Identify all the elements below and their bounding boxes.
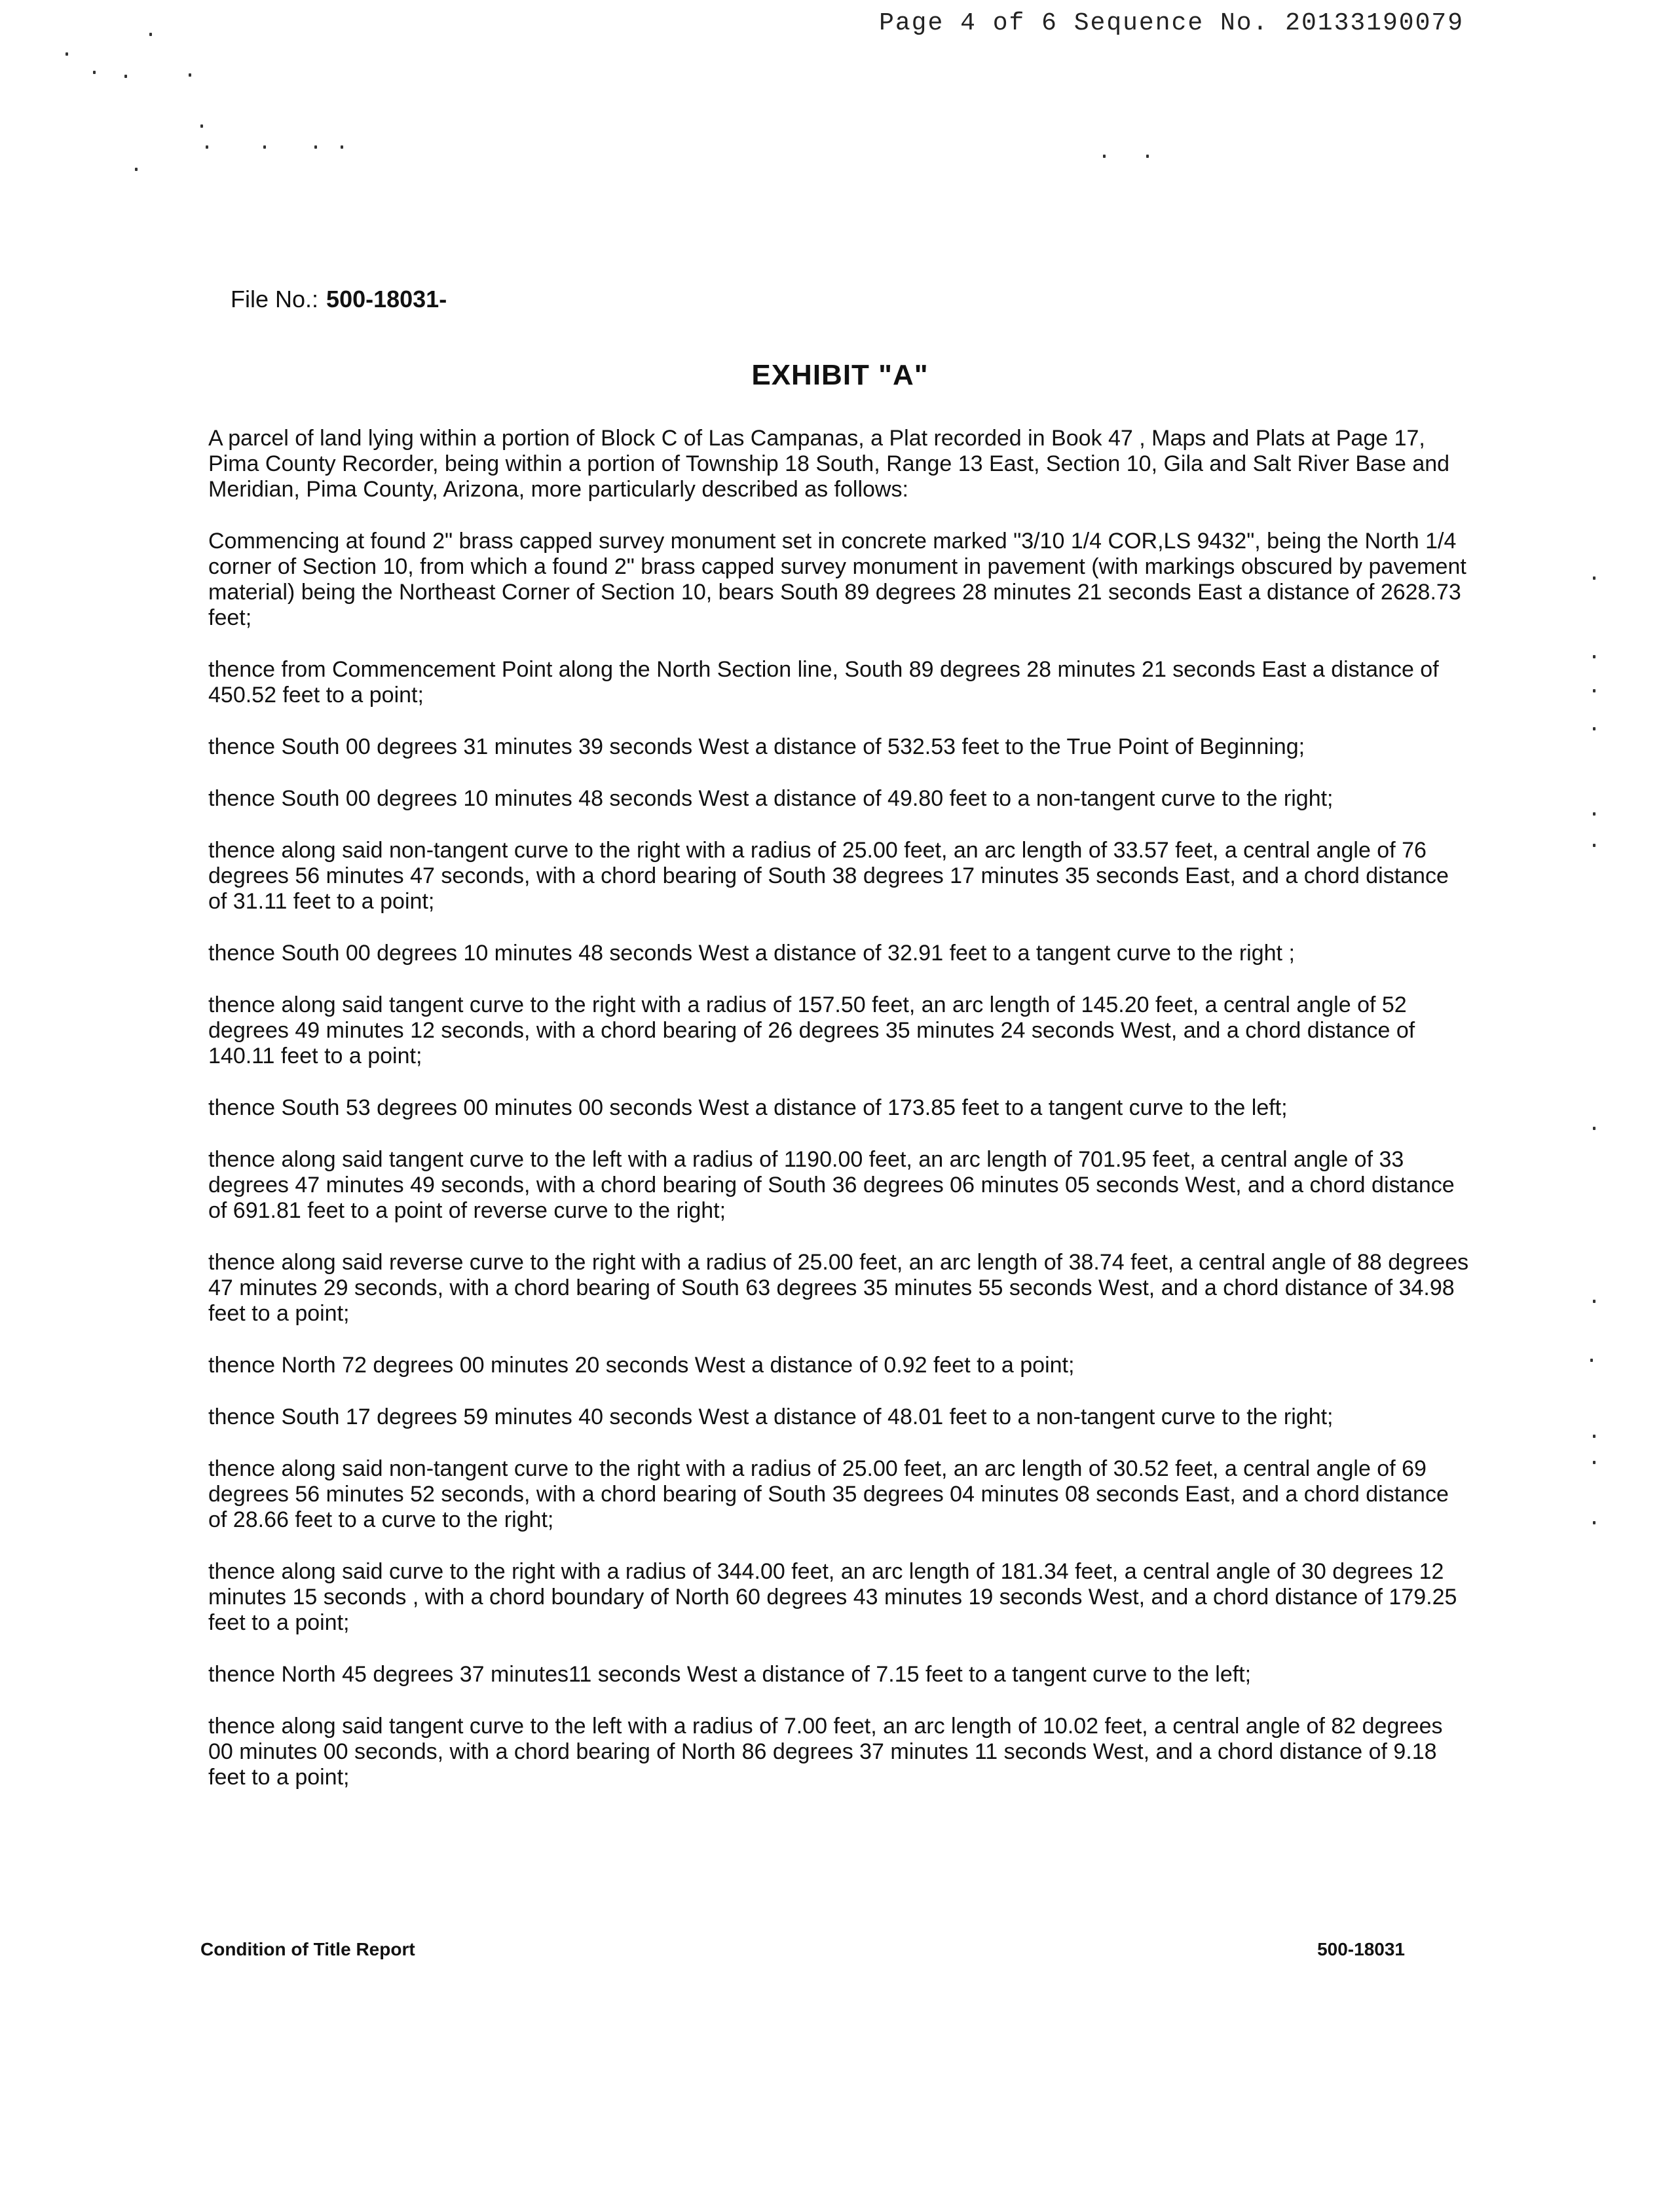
scan-speck (1593, 844, 1596, 847)
scan-speck (1593, 1435, 1596, 1438)
scan-speck (93, 71, 96, 74)
footer-report-title: Condition of Title Report (200, 1939, 415, 1959)
scan-speck (1593, 689, 1596, 692)
paragraph-course: thence along said reverse curve to the right with a radius of 25.00 feet, an arc length of 38.74 feet, a central angle of 88 degrees 47 minutes 29 seconds, with a chord bearing of South 63 degrees 35 minutes 55 seconds West, and a chord distance of 34.98 feet to a point; (208, 1250, 1469, 1326)
paragraph-course: thence along said tangent curve to the right with a radius of 157.50 feet, an arc length of 145.20 feet, a central angle of 52 degrees 49 minutes 12 seconds, with a chord bearing of 26 degrees 35 minutes 24 seconds West, and a chord distance of 140.11 feet to a point; (208, 992, 1415, 1068)
scan-speck (65, 52, 68, 56)
file-number-label: File No.: (231, 286, 319, 312)
page-header-sequence: Page 4 of 6 Sequence No. 20133190079 (879, 9, 1464, 37)
file-number-value: 500-18031- (326, 286, 447, 312)
paragraph-course: thence South 00 degrees 31 minutes 39 seconds West a distance of 532.53 feet to the True Point of Beginning; (208, 734, 1305, 759)
scan-speck (149, 33, 152, 36)
paragraph-course: thence South 53 degrees 00 minutes 00 seconds West a distance of 173.85 feet to a tangent curve to the left; (208, 1095, 1288, 1120)
scan-speck (1593, 576, 1596, 580)
paragraph-course: thence along said tangent curve to the left with a radius of 1190.00 feet, an arc length of 701.95 feet, a central angle of 33 degrees 47 minutes 49 seconds, with a chord bearing of South 36 degrees 06 minutes 05 seconds West, and a chord distance of 691.81 feet to a point of reverse curve to the right; (208, 1147, 1455, 1223)
scan-speck (1593, 1521, 1596, 1524)
paragraph-course: thence along said non-tangent curve to the right with a radius of 25.00 feet, an arc length of 33.57 feet, a central angle of 76 degrees 56 minutes 47 seconds, with a chord bearing of South 38 degrees 17 minutes 35 seconds East, and a chord distance of 31.11 feet to a point; (208, 838, 1449, 914)
scan-speck (206, 145, 208, 149)
footer-file-number: 500-18031 (1317, 1939, 1405, 1959)
scan-speck (1593, 727, 1596, 730)
paragraph-course: thence along said non-tangent curve to the right with a radius of 25.00 feet, an arc length of 30.52 feet, a central angle of 69 degrees 56 minutes 52 seconds, with a chord bearing of South 35 degrees 04 minutes 08 seconds East, and a chord distance of 28.66 feet to a curve to the right; (208, 1456, 1449, 1532)
paragraph-course: thence North 45 degrees 37 minutes11 seconds West a distance of 7.15 feet to a tangent curve to the left; (208, 1662, 1252, 1687)
scan-speck (189, 73, 191, 77)
scan-speck (1593, 812, 1596, 816)
scan-speck (200, 124, 203, 128)
scan-speck (1593, 655, 1596, 658)
paragraph-course: thence North 72 degrees 00 minutes 20 seconds West a distance of 0.92 feet to a point; (208, 1353, 1075, 1378)
paragraph-course: thence South 17 degrees 59 minutes 40 seconds West a distance of 48.01 feet to a non-tangent curve to the right; (208, 1404, 1334, 1429)
scan-speck (341, 145, 343, 149)
scan-speck (1103, 155, 1106, 158)
legal-description (208, 426, 1472, 1817)
scan-speck (1593, 1461, 1596, 1464)
scan-speck (263, 145, 266, 149)
scan-speck (1593, 1300, 1596, 1303)
scan-speck (135, 168, 138, 171)
paragraph-course: thence from Commencement Point along the North Section line, South 89 degrees 28 minutes 21 seconds East a distance of 450.52 feet to a point; (208, 657, 1439, 707)
paragraph-intro: A parcel of land lying within a portion of Block C of Las Campanas, a Plat recorded in Book 47 , Maps and Plats at Page 17, Pima County Recorder, being within a portion of Township 18 South, Range 13 East, Section 10, Gila and Salt River Base and Meridian, Pima County, Arizona, more particularly described as follows: (208, 426, 1450, 502)
scan-speck (124, 75, 127, 78)
file-number (231, 286, 447, 313)
scan-speck (314, 145, 317, 149)
paragraph-course: thence along said curve to the right with a radius of 344.00 feet, an arc length of 181.34 feet, a central angle of 30 degrees 12 minutes 15 seconds , with a chord boundary of North 60 degrees 43 minutes 19 seconds West, and a chord distance of 179.25 feet to a point; (208, 1559, 1457, 1635)
exhibit-title: EXHIBIT "A" (751, 359, 929, 391)
paragraph-course: thence South 00 degrees 10 minutes 48 seconds West a distance of 32.91 feet to a tangent curve to the right ; (208, 941, 1295, 966)
paragraph-commencing: Commencing at found 2" brass capped survey monument set in concrete marked "3/10 1/4 COR,LS 9432", being the North 1/4 corner of Section 10, from which a found 2" brass capped survey monument in pavement (with markings obscured by pavement material) being the Northeast Corner of Section 10, bears South 89 degrees 28 minutes 21 seconds East a distance of 2628.73 feet; (208, 529, 1466, 630)
scan-speck (1590, 1359, 1593, 1362)
paragraph-course: thence along said tangent curve to the left with a radius of 7.00 feet, an arc length of 10.02 feet, a central angle of 82 degrees 00 minutes 00 seconds, with a chord bearing of North 86 degrees 37 minutes 11 seconds West, and a chord distance of 9.18 feet to a point; (208, 1714, 1443, 1790)
scan-speck (1146, 155, 1149, 158)
paragraph-course: thence South 00 degrees 10 minutes 48 seconds West a distance of 49.80 feet to a non-tangent curve to the right; (208, 786, 1334, 811)
scan-speck (1593, 1127, 1596, 1130)
